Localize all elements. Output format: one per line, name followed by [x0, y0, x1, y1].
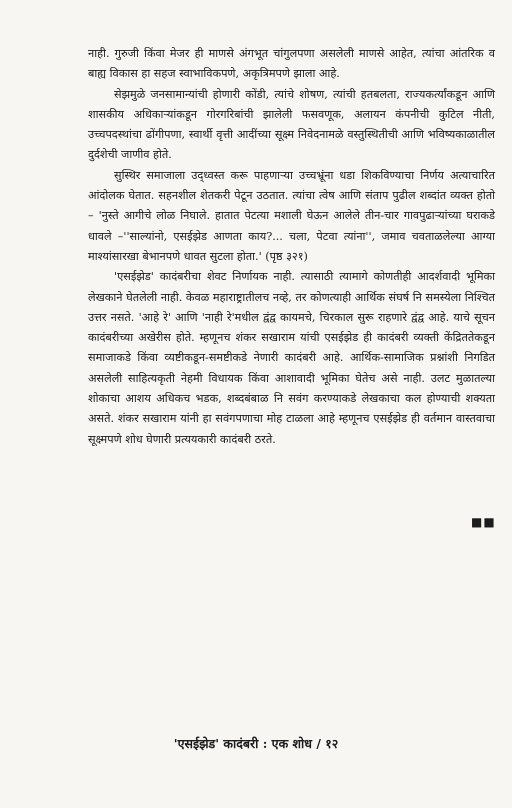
page-footer: 'एसईझेड' कादंबरी : एक शोध / १२: [173, 736, 339, 751]
end-mark: ■■: [471, 515, 496, 529]
paragraph-4: 'एसईझेड' कादंबरीचा शेवट निर्णायक नाही. त्यासाठी त्यामागे कोणतीही आदर्शवादी भूमिका लेखकाने घेतलेली नाही. केवळ महाराष्ट्रातीलच नव्हे, तर कोणत्याही आर्थिक संघर्ष नि समस्येला निश्चित उत्तर नसते. 'आहे रे' आणि 'नाही रे'मधील द्वंद्व कायमचे, चिरकाल सुरू राहणारे द्वंद्व आहे. याचे सूचन कादंबरीच्या अखेरीस होते. म्हणूनच शंकर सखाराम यांची एसईझेड ही कादंबरी व्यक्ती केंद्रिततेकडून समाजाकडे किंवा व्यष्टीकडून-समष्टीकडे नेणारी कादंबरी आहे. आर्थिक-सामाजिक प्रश्नांशी निगडित असलेली साहित्यकृती नेहमी विधायक किंवा आशावादी भूमिका घेतेच असे नाही. उलट मुळातल्या शोकाचा आशय अधिकच भडक, शब्दबंबाळ नि सवंग करण्याकडे लेखकाचा कल होण्याची शक्यता असते. शंकर सखाराम यांनी हा सवंगपणाचा मोह टाळला आहे म्हणूनच एसईझेड ही वर्तमान वास्तवाचा सूक्ष्मपणे शोध घेणारी प्रत्ययकारी कादंबरी ठरते.: [88, 270, 495, 446]
paragraph-3: सुस्थिर समाजाला उद्‌ध्वस्त करू पाहणाऱ्या उच्चभ्रूंना धडा शिकविण्याचा निर्णय अत्याचारित आंदोलक घेतात. सहनशील शेतकरी पेटून उठतात. त्यांचा त्वेष आणि संताप पुढील शब्दांत व्यक्त होतो – 'नुस्ते आगीचे लोळ निघाले. हातात पेटत्या मशाली घेऊन आलेले तीन-चार गावपुढाऱ्यांच्या घराकडे धावले –''साल्यांनो, एसईझेड आणता काय?... चला, पेटवा त्यांना'', जमाव चवताळलेल्या आग्या माश्यांसारखा बेभानपणे धावत सुटला होता.' (पृष्ठ ३२१): [88, 168, 495, 263]
body-text: [88, 44, 495, 450]
paragraph-2: सेझमुळे जनसामान्यांची होणारी कोंडी, त्यांचे शोषण, त्यांची हतबलता, राज्यकर्त्यांकडून आणि शासकीय अधिकाऱ्यांकडून गोरगरिबांची झालेली फसवणूक, अलायन कंपनीची कुटिल नीती, उच्चपदस्थांचा ढोंगीपणा, स्वार्थी वृत्ती आदींच्या सूक्ष्म निवेदनामळे वस्तुस्थितीची आणि भविष्यकाळातील दुर्दशेची जाणीव होते.: [88, 87, 495, 162]
paragraph-1: नाही. गुरुजी किंवा मेजर ही माणसे अंगभूत चांगुलपणा असलेली माणसे आहेत, त्यांचा आंतरिक व बाह्य विकास हा सहज स्वाभाविकपणे, अकृत्रिमपणे झाला आहे.: [88, 47, 495, 81]
